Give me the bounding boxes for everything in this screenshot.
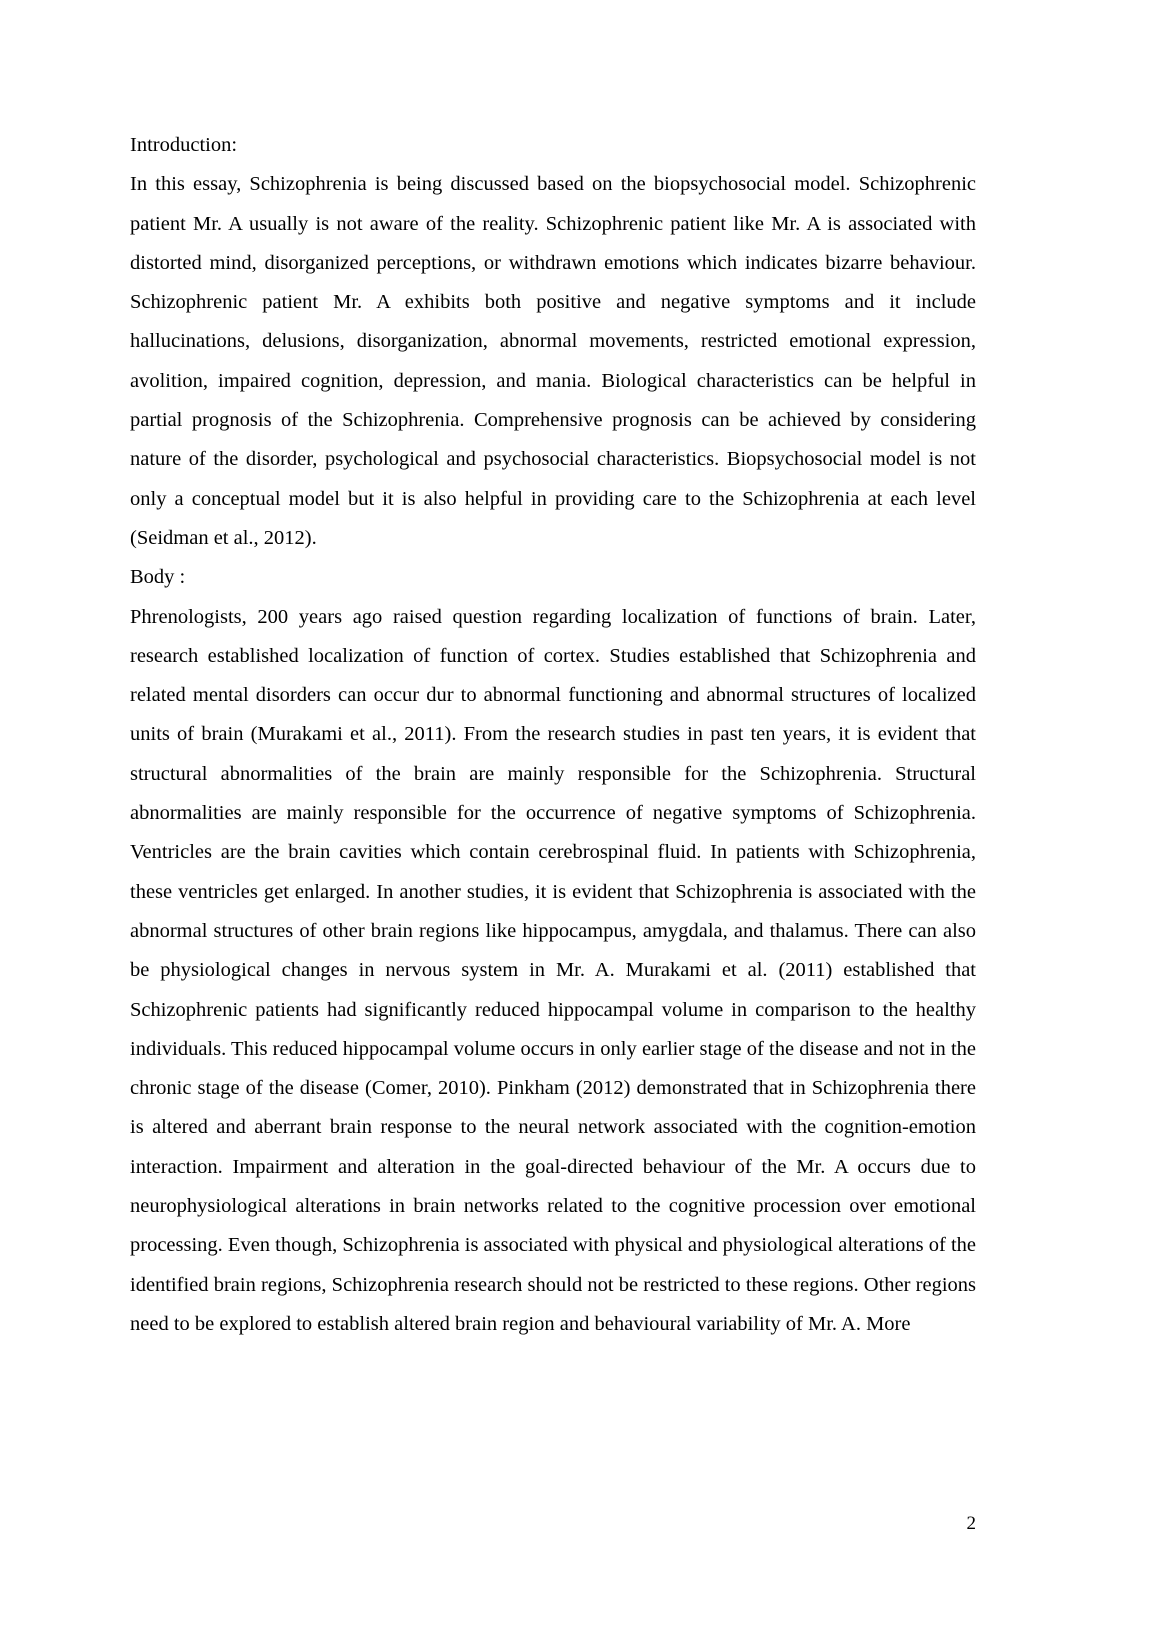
introduction-paragraph: In this essay, Schizophrenia is being discussed based on the biopsychosocial model. Schizophrenic patient Mr. A usually is not aware of the reality. Schizophrenic patient like Mr. A is associated with distorted mind, disorganized perceptions, or withdrawn emotions which indicates bizarre behaviour. Schizophrenic patient Mr. A exhibits both positive and negative symptoms and it include hallucinations, delusions, disorganization, abnormal movements, restricted emotional expression, avolition, impaired cognition, depression, and mania. Biological characteristics can be helpful in partial prognosis of the Schizophrenia. Comprehensive prognosis can be achieved by considering nature of the disorder, psychological and psychosocial characteristics. Biopsychosocial model is not only a conceptual model but it is also helpful in providing care to the Schizophrenia at each level (Seidman et al., 2012). (130, 173, 976, 549)
section-heading-introduction: Introduction: (130, 134, 238, 156)
section-heading-body: Body : (130, 566, 186, 589)
page-number: 2 (966, 1513, 976, 1534)
page-body-text (130, 126, 976, 1344)
body-paragraph: Phrenologists, 200 years ago raised question regarding localization of functions of brain. Later, research established localization of function of cortex. Studies established that Schizophrenia and related mental disorders can occur dur to abnormal functioning and abnormal structures of localized units of brain (Murakami et al., 2011). From the research studies in past ten years, it is evident that structural abnormalities of the brain are mainly responsible for the Schizophrenia. Structural abnormalities are mainly responsible for the occurrence of negative symptoms of Schizophrenia. Ventricles are the brain cavities which contain cerebrospinal fluid. In patients with Schizophrenia, these ventricles get enlarged. In another studies, it is evident that Schizophrenia is associated with the abnormal structures of other brain regions like hippocampus, amygdala, and thalamus. There can also be physiological changes in nervous system in Mr. A. Murakami et al. (2011) established that Schizophrenic patients had significantly reduced hippocampal volume in comparison to the healthy individuals. This reduced hippocampal volume occurs in only earlier stage of the disease and not in the chronic stage of the disease (Comer, 2010). Pinkham (2012) demonstrated that in Schizophrenia there is altered and aberrant brain response to the neural network associated with the cognition-emotion interaction. Impairment and alteration in the goal-directed behaviour of the Mr. A occurs due to neurophysiological alterations in brain networks related to the cognitive procession over emotional processing. Even though, Schizophrenia is associated with physical and physiological alterations of the identified brain regions, Schizophrenia research should not be restricted to these regions. Other regions need to be explored to establish altered brain region and behavioural variability of Mr. A. More (130, 605, 976, 1335)
